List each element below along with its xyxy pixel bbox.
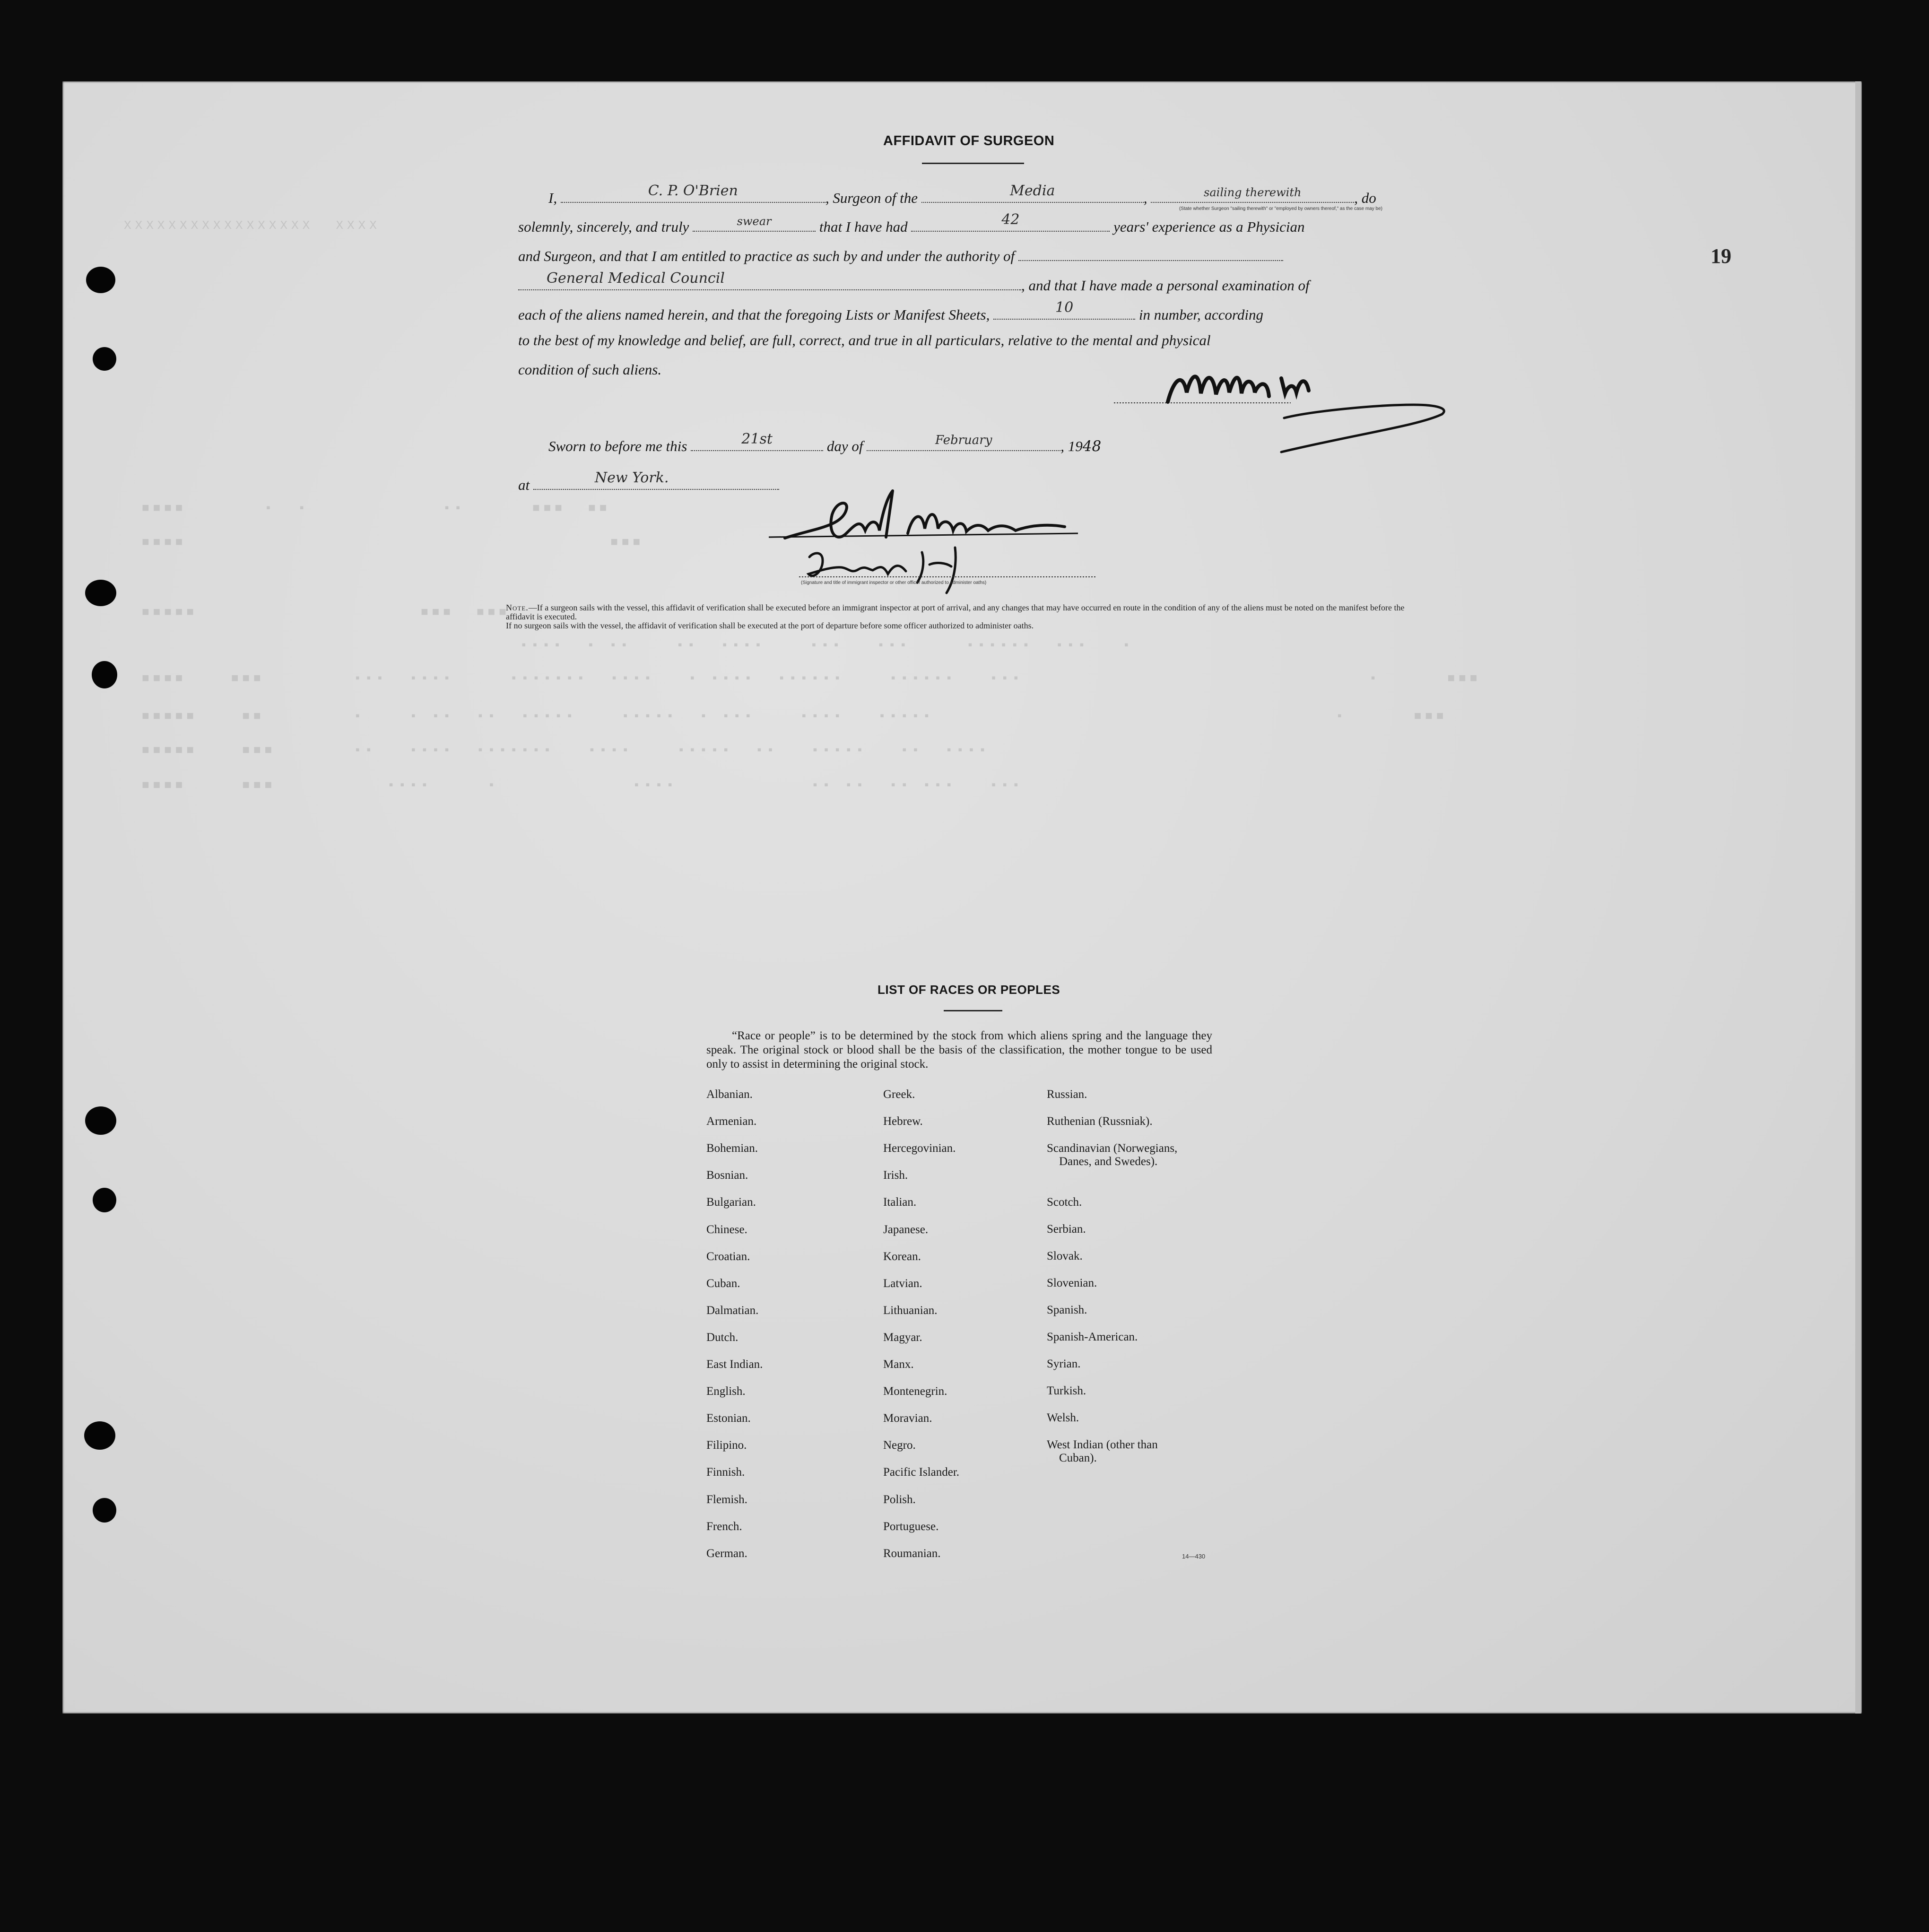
race-item: Negro.	[883, 1439, 916, 1452]
bleed-through: ■■■■■ ■■ ▪ ▪ ▪▪ ▪▪ ▪▪▪▪▪ ▪▪▪▪▪ ▪ ▪▪▪ ▪▪▪▪ ▪▪▪▪▪ ▪ ■■■	[142, 709, 1448, 723]
page-number: 19	[1711, 244, 1731, 268]
place-line	[518, 470, 779, 494]
race-item: Bulgarian.	[706, 1196, 756, 1209]
bleed-through: ▪▪▪▪ ▪ ▪▪ ▪▪ ▪▪▪▪ ▪▪▪ ▪▪▪ ▪▪▪▪▪▪ ▪▪▪ ▪	[520, 638, 1134, 653]
race-item: Bosnian.	[706, 1169, 748, 1182]
race-item: Dutch.	[706, 1331, 739, 1344]
race-item: Montenegrin.	[883, 1385, 947, 1398]
affidavit-line-1: I, C. P. O'Brien , Surgeon of the Media , sailing therewith , do	[548, 183, 1376, 206]
status-caption: (State whether Surgeon "sailing therewith" or "employed by owners thereof," as the case may be)	[1179, 206, 1382, 211]
form-number: 14—430	[1182, 1553, 1206, 1560]
race-item: Finnish.	[706, 1466, 745, 1479]
race-item: Bohemian.	[706, 1142, 758, 1155]
note-paragraph-2	[506, 621, 1414, 630]
race-item: Japanese.	[883, 1223, 929, 1236]
race-item: Manx.	[883, 1358, 914, 1371]
race-item: Polish.	[883, 1493, 916, 1506]
affidavit-line-3	[518, 244, 1283, 265]
race-item: Scandinavian (Norwegians,	[1047, 1142, 1178, 1155]
day-field	[691, 431, 823, 451]
sworn-year: 48	[1082, 438, 1102, 455]
surgeon-signature	[1111, 359, 1499, 459]
line-text: to the best of my knowledge and belief, are full, correct, and true in all particulars, relative to the mental and physical	[518, 332, 1211, 348]
race-item: Roumanian.	[883, 1547, 941, 1560]
race-item: Korean.	[883, 1250, 921, 1263]
race-item: Filipino.	[706, 1439, 747, 1452]
line-text: at	[518, 477, 530, 493]
race-item: German.	[706, 1547, 747, 1560]
note-label: Note.	[506, 603, 529, 612]
line-text: and Surgeon, and that I am entitled to practice as such by and under the authority of	[518, 248, 1015, 264]
punch-hole	[93, 347, 116, 371]
race-item: Flemish.	[706, 1493, 747, 1506]
race-item: Serbian.	[1047, 1223, 1086, 1236]
punch-hole	[86, 267, 115, 293]
affidavit-note	[506, 603, 1414, 630]
race-item: Scotch.	[1047, 1196, 1082, 1209]
race-item: Hercegovinian.	[883, 1142, 956, 1155]
races-title-rule	[944, 1010, 1002, 1011]
surgeon-status: sailing therewith	[1204, 186, 1302, 199]
line-text: Sworn to before me this	[548, 438, 687, 454]
affidavit-line-2	[518, 211, 1305, 235]
line-text: , 19	[1060, 438, 1083, 454]
race-item: Chinese.	[706, 1223, 747, 1236]
vessel-name: Media	[1010, 183, 1055, 199]
punch-hole	[85, 580, 116, 606]
race-item: Italian.	[883, 1196, 917, 1209]
sworn-line	[548, 431, 1102, 455]
line-text: , do	[1354, 190, 1376, 206]
oath-field	[693, 215, 816, 232]
surgeon-name: C. P. O'Brien	[648, 183, 738, 199]
sheet-count: 10	[1055, 299, 1074, 316]
line-text: each of the aliens named herein, and that the foregoing Lists or Manifest Sheets,	[518, 306, 990, 323]
race-item: Dalmatian.	[706, 1304, 759, 1317]
race-item: Magyar.	[883, 1331, 922, 1344]
affidavit-line-5	[518, 299, 1264, 323]
race-item: Ruthenian (Russniak).	[1047, 1115, 1153, 1128]
punch-hole	[92, 661, 117, 688]
race-item: Moravian.	[883, 1412, 932, 1425]
status-field	[1151, 186, 1354, 203]
note-paragraph-1	[506, 603, 1414, 621]
bleed-through: ■■■■ ■■■	[142, 535, 644, 549]
race-item: Slovak.	[1047, 1250, 1083, 1262]
page-edge	[1855, 81, 1861, 1714]
line-text: day of	[826, 438, 863, 454]
race-item: Latvian.	[883, 1277, 922, 1290]
race-item: Croatian.	[706, 1250, 750, 1263]
punch-hole	[93, 1188, 116, 1212]
surgeon-name-field	[561, 183, 825, 203]
race-item: Albanian.	[706, 1088, 753, 1101]
document-page	[62, 81, 1862, 1714]
sheet-count-field	[993, 299, 1135, 320]
sworn-day: 21st	[741, 431, 773, 447]
affidavit-line-6	[518, 332, 1211, 349]
bleed-through: ■■■■■ ■■■ ■■■	[142, 605, 510, 619]
note-text-2: If no surgeon sails with the vessel, the affidavit of verification shall be executed at the port of departure before some officer authorized to administer oaths.	[506, 621, 1034, 630]
authority-name: General Medical Council	[547, 270, 725, 287]
race-item: Slovenian.	[1047, 1277, 1097, 1289]
race-item: Danes, and Swedes).	[1059, 1155, 1158, 1168]
races-intro: “Race or people” is to be determined by the stock from which aliens spring and the language they speak. The original stock or blood shall be the basis of the classification, the mother tongue to be used only to assist in determining the original stock.	[706, 1029, 1212, 1070]
vessel-field	[921, 183, 1144, 203]
race-item: French.	[706, 1520, 742, 1533]
race-item: Spanish.	[1047, 1304, 1087, 1316]
punch-hole	[93, 1498, 116, 1523]
line-text: years' experience as a Physician	[1113, 218, 1305, 235]
race-item: Lithuanian.	[883, 1304, 938, 1317]
officer-caption: (Signature and title of immigrant inspector or other officer authorized to administer oaths)	[801, 580, 987, 585]
bleed-through: ■■■■ ■■■ ▪▪▪▪ ▪ ▪▪▪▪ ▪▪ ▪▪ ▪▪ ▪▪▪ ▪▪▪	[142, 778, 1024, 792]
bleed-through: ■■■■ ▪ ▪ ▪▪ ■■■ ■■	[142, 501, 611, 515]
note-text-1: —If a surgeon sails with the vessel, this affidavit of verification shall be executed before an immigrant inspector at port of arrival, and any changes that may have occurred en route in the condition of any of the aliens must be noted on the manifest before the affidavit is executed.	[506, 603, 1405, 621]
bleed-through: ■■■■ ■■■ ▪▪▪ ▪▪▪▪ ▪▪▪▪▪▪▪ ▪▪▪▪ ▪ ▪▪▪▪ ▪▪▪▪▪▪ ▪▪▪▪▪▪ ▪▪▪ ▪ ■■■	[142, 671, 1481, 686]
race-item: Irish.	[883, 1169, 908, 1182]
bleed-through: XXXXXXXXXXXXXXXXX XXXX	[124, 218, 381, 233]
punch-hole	[84, 1421, 115, 1450]
affidavit-line-4	[518, 270, 1310, 294]
race-item: Portuguese.	[883, 1520, 939, 1533]
line-text: , Surgeon of the	[825, 190, 918, 206]
line-text: in number, according	[1138, 306, 1264, 323]
line-text: that I have had	[819, 218, 908, 235]
race-item: Cuban).	[1059, 1452, 1097, 1464]
line-text: , and that I have made a personal examination of	[1021, 277, 1310, 294]
affidavit-line-7	[518, 361, 661, 378]
race-item: Spanish-American.	[1047, 1331, 1138, 1343]
years-value: 42	[1001, 211, 1020, 228]
race-item: Russian.	[1047, 1088, 1087, 1101]
line-text: condition of such aliens.	[518, 361, 662, 378]
race-item: Cuban.	[706, 1277, 740, 1290]
month-field	[867, 434, 1060, 451]
affidavit-title: AFFIDAVIT OF SURGEON	[883, 133, 1055, 148]
sworn-month: February	[935, 433, 992, 447]
oath-word: swear	[737, 215, 772, 228]
authority-field-start	[1018, 244, 1283, 261]
race-item: Pacific Islander.	[883, 1466, 960, 1479]
race-item: West Indian (other than	[1047, 1438, 1158, 1451]
race-item: Estonian.	[706, 1412, 751, 1425]
place-field	[533, 470, 779, 490]
race-item: Turkish.	[1047, 1384, 1086, 1397]
race-item: Greek.	[883, 1088, 915, 1101]
title-rule	[922, 163, 1024, 164]
race-item: Armenian.	[706, 1115, 757, 1128]
line-text: solemnly, sincerely, and truly	[518, 218, 689, 235]
race-item: Welsh.	[1047, 1411, 1079, 1424]
years-field	[911, 211, 1110, 232]
sworn-place: New York.	[594, 470, 669, 486]
race-item: English.	[706, 1385, 746, 1398]
race-item: East Indian.	[706, 1358, 763, 1371]
race-item: Hebrew.	[883, 1115, 923, 1128]
authority-field	[518, 270, 1021, 290]
race-item: Syrian.	[1047, 1358, 1081, 1370]
line-text: I,	[548, 190, 557, 206]
races-title: LIST OF RACES OR PEOPLES	[878, 983, 1060, 997]
punch-hole	[85, 1106, 116, 1135]
bleed-through: ■■■■■ ■■■ ▪▪ ▪▪▪▪ ▪▪▪▪▪▪▪ ▪▪▪▪ ▪▪▪▪▪ ▪▪ ▪▪▪▪▪ ▪▪ ▪▪▪▪	[142, 743, 990, 757]
